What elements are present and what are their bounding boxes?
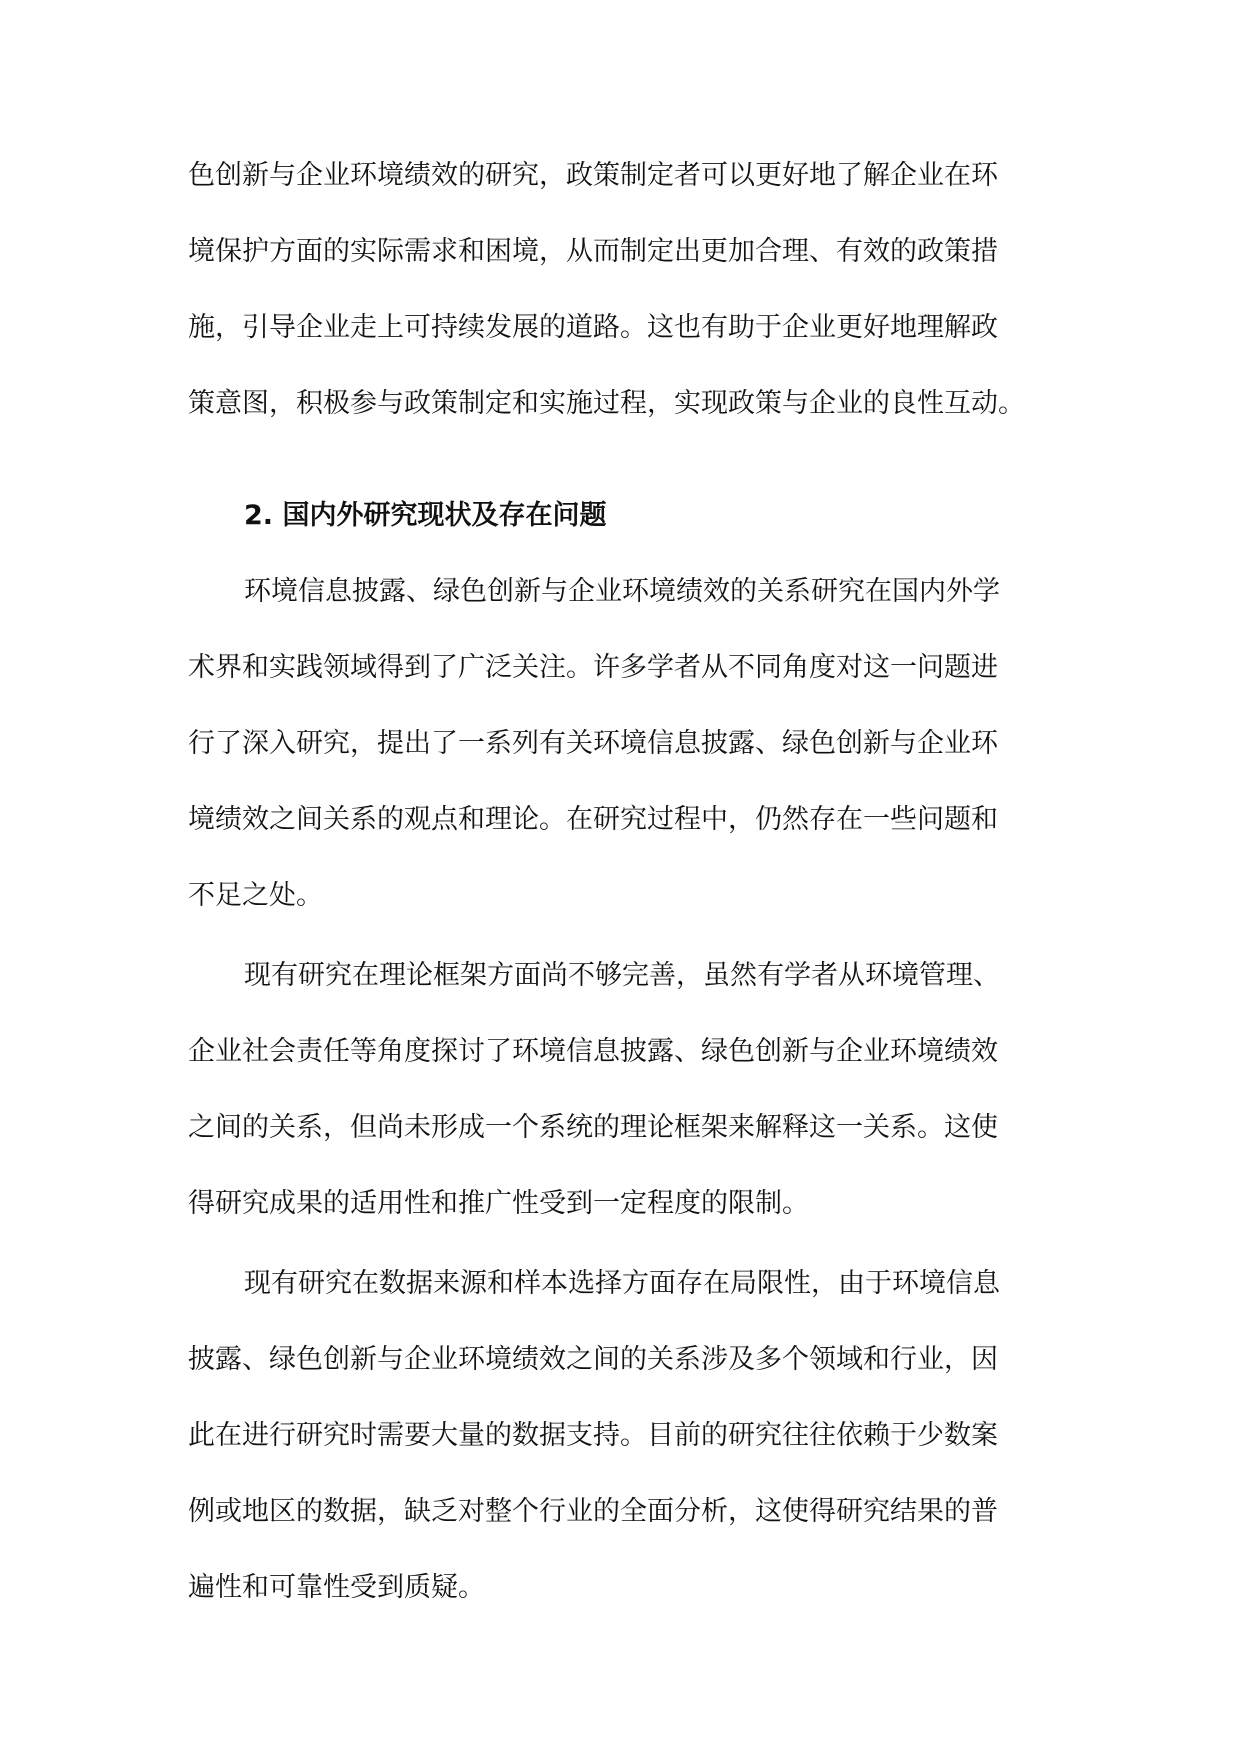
text-line: 例或地区的数据，缺乏对整个行业的全面分析，这使得研究结果的普 bbox=[188, 1496, 998, 1527]
text-line: 企业社会责任等角度探讨了环境信息披露、绿色创新与企业环境绩效 bbox=[188, 1036, 998, 1067]
text-line: 境绩效之间关系的观点和理论。在研究过程中，仍然存在一些问题和 bbox=[188, 804, 998, 835]
text-line: 施，引导企业走上可持续发展的道路。这也有助于企业更好地理解政 bbox=[188, 312, 998, 343]
text-line: 披露、绿色创新与企业环境绩效之间的关系涉及多个领域和行业，因 bbox=[188, 1344, 998, 1375]
section-heading: 2. 国内外研究现状及存在问题 bbox=[244, 500, 607, 531]
text-line: 策意图，积极参与政策制定和实施过程，实现政策与企业的良性互动。 bbox=[188, 388, 1025, 419]
text-line: 遍性和可靠性受到质疑。 bbox=[188, 1572, 485, 1603]
text-line: 现有研究在理论框架方面尚不够完善，虽然有学者从环境管理、 bbox=[244, 960, 1000, 991]
paragraph-1 bbox=[188, 138, 1054, 442]
text-line: 术界和实践领域得到了广泛关注。许多学者从不同角度对这一问题进 bbox=[188, 652, 998, 683]
text-line: 不足之处。 bbox=[188, 880, 323, 911]
spacer bbox=[188, 442, 1054, 478]
text-line: 此在进行研究时需要大量的数据支持。目前的研究往往依赖于少数案 bbox=[188, 1420, 998, 1451]
text-line: 色创新与企业环境绩效的研究，政策制定者可以更好地了解企业在环 bbox=[188, 160, 998, 191]
paragraph-2 bbox=[188, 554, 1054, 934]
text-line: 境保护方面的实际需求和困境，从而制定出更加合理、有效的政策措 bbox=[188, 236, 998, 267]
text-line: 行了深入研究，提出了一系列有关环境信息披露、绿色创新与企业环 bbox=[188, 728, 998, 759]
text-line: 现有研究在数据来源和样本选择方面存在局限性，由于环境信息 bbox=[244, 1268, 1000, 1299]
text-line: 环境信息披露、绿色创新与企业环境绩效的关系研究在国内外学 bbox=[244, 576, 1000, 607]
document-page bbox=[188, 138, 1054, 1626]
text-line: 得研究成果的适用性和推广性受到一定程度的限制。 bbox=[188, 1188, 809, 1219]
text-line: 之间的关系，但尚未形成一个系统的理论框架来解释这一关系。这使 bbox=[188, 1112, 998, 1143]
paragraph-3 bbox=[188, 938, 1054, 1242]
paragraph-4 bbox=[188, 1246, 1054, 1626]
